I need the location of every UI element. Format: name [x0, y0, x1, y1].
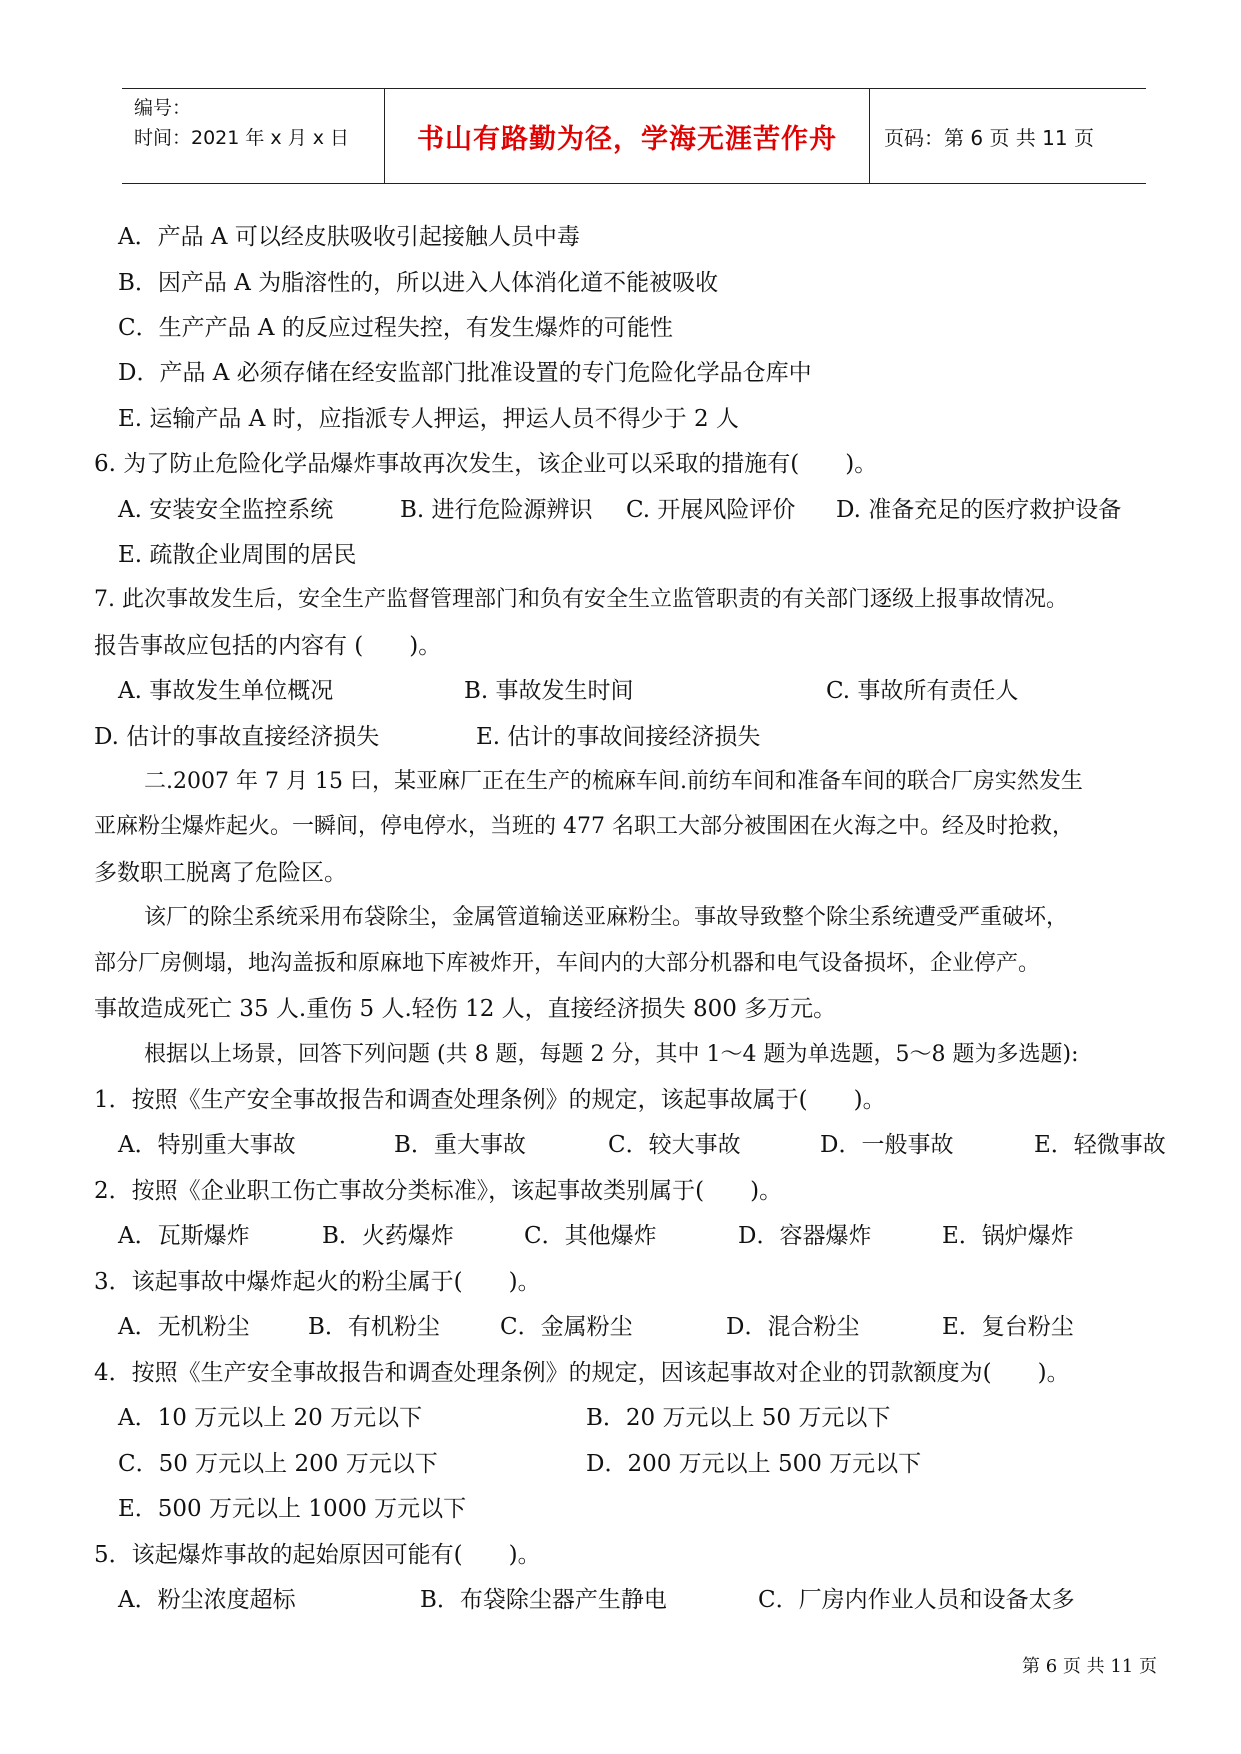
paragraph-line: 该厂的除尘系统采用布袋除尘，金属管道输送亚麻粉尘。事故导致整个除尘系统遭受严重破坏，: [144, 905, 1069, 930]
option-line: E．复台粉尘: [942, 1314, 1074, 1340]
serial-label: 编号：: [134, 97, 192, 119]
option-line: E．轻微事故: [1034, 1132, 1166, 1158]
page-header: [122, 88, 1146, 184]
option-line: C．较大事故: [608, 1132, 741, 1158]
option-line: E．锅炉爆炸: [942, 1223, 1074, 1249]
option-line: B．布袋除尘器产生静电: [420, 1587, 667, 1613]
option-line: A．10 万元以上 20 万元以下: [118, 1405, 423, 1431]
option-line: D．一般事故: [820, 1132, 954, 1158]
option-line: A．特别重大事故: [118, 1132, 296, 1158]
question-line: 7. 此次事故发生后，安全生产监督管理部门和负有安全生立监管职责的有关部门逐级上报事故情况。: [94, 587, 1068, 612]
option-line: B．重大事故: [394, 1132, 526, 1158]
question-line: 1．按照《生产安全事故报告和调查处理条例》的规定，该起事故属于( )。: [94, 1087, 886, 1113]
option-line: B. 进行危险源辨识: [400, 497, 593, 523]
option-line: C. 事故所有责任人: [826, 678, 1019, 704]
option-line: D. 估计的事故直接经济损失: [94, 724, 380, 750]
question-line: 2．按照《企业职工伤亡事故分类标准》，该起事故类别属于( )。: [94, 1178, 783, 1204]
option-line: A．瓦斯爆炸: [118, 1223, 250, 1249]
option-line: C．金属粉尘: [500, 1314, 633, 1340]
option-line: D. 准备充足的医疗救护设备: [836, 497, 1122, 523]
option-line: A．粉尘浓度超标: [118, 1587, 296, 1613]
option-line: A. 事故发生单位概况: [118, 678, 334, 704]
option-line: D．产品 A 必须存储在经安监部门批准设置的专门危险化学品仓库中: [118, 360, 812, 386]
option-line: B．有机粉尘: [308, 1314, 440, 1340]
option-line: D．容器爆炸: [738, 1223, 872, 1249]
page-label: 页码：第 6 页 共 11 页: [884, 125, 1094, 150]
header-info: [122, 89, 384, 183]
time-label: 时间：2021 年 x 月 x 日: [134, 127, 350, 149]
option-line: B. 事故发生时间: [464, 678, 634, 704]
option-line: B．因产品 A 为脂溶性的，所以进入人体消化道不能被吸收: [118, 270, 719, 296]
option-line: C．50 万元以上 200 万元以下: [118, 1451, 438, 1477]
option-line: A. 安装安全监控系统: [118, 497, 334, 523]
page-number-cell: [870, 89, 1146, 183]
paragraph-line: 多数职工脱离了危险区。: [94, 860, 347, 886]
option-line: E. 估计的事故间接经济损失: [476, 724, 761, 750]
option-line: B．火药爆炸: [322, 1223, 454, 1249]
option-line: E. 运输产品 A 时，应指派专人押运，押运人员不得少于 2 人: [118, 406, 739, 432]
paragraph-line: 部分厂房侧塌，地沟盖扳和原麻地下库被炸开，车间内的大部分机器和电气设备损坏，企业停产。: [94, 951, 1041, 976]
option-line: E. 疏散企业周围的居民: [118, 542, 357, 568]
question-line: 3．该起事故中爆炸起火的粉尘属于( )。: [94, 1269, 541, 1295]
motto: 书山有路勤为径，学海无涯苦作舟: [417, 123, 837, 155]
option-line: C．厂房内作业人员和设备太多: [758, 1587, 1075, 1613]
option-line: B．20 万元以上 50 万元以下: [586, 1405, 891, 1431]
option-line: E．500 万元以上 1000 万元以下: [118, 1496, 467, 1522]
question-line: 5．该起爆炸事故的起始原因可能有( )。: [94, 1542, 541, 1568]
paragraph-line: 二.2007 年 7 月 15 曰，某亚麻厂正在生产的梳麻车间.前纺车间和准备车间的联合厂房实然发生: [144, 769, 1083, 794]
option-line: C．其他爆炸: [524, 1223, 657, 1249]
motto-cell: [384, 89, 870, 183]
option-line: A．无机粉尘: [118, 1314, 250, 1340]
question-line: 报告事故应包括的内容有 ( )。: [94, 633, 442, 659]
option-line: A．产品 A 可以经皮肤吸收引起接触人员中毒: [118, 224, 580, 250]
paragraph-line: 事故造成死亡 35 人.重伤 5 人.轻伤 12 人，直接经济损失 800 多万元。: [94, 996, 837, 1022]
paragraph-line: 亚麻粉尘爆炸起火。一瞬间，停电停水，当班的 477 名职工大部分被围困在火海之中。经及时抢救，: [94, 814, 1074, 839]
option-line: D．混合粉尘: [726, 1314, 860, 1340]
page-footer: 第 6 页 共 11 页: [1022, 1656, 1157, 1677]
question-line: 4．按照《生产安全事故报告和调查处理条例》的规定，因该起事故对企业的罚款额度为( )。: [94, 1360, 1070, 1386]
option-line: C. 开展风险评价: [626, 497, 796, 523]
paragraph-line: 根据以上场景，回答下列问题 (共 8 题，每题 2 分，其中 1～4 题为单选题，5～8 题为多选题):: [144, 1042, 1079, 1067]
option-line: D．200 万元以上 500 万元以下: [586, 1451, 922, 1477]
question-line: 6. 为了防止危险化学品爆炸事故再次发生，该企业可以采取的措施有( )。: [94, 451, 878, 477]
option-line: C．生产产品 A 的反应过程失控，有发生爆炸的可能性: [118, 315, 673, 341]
